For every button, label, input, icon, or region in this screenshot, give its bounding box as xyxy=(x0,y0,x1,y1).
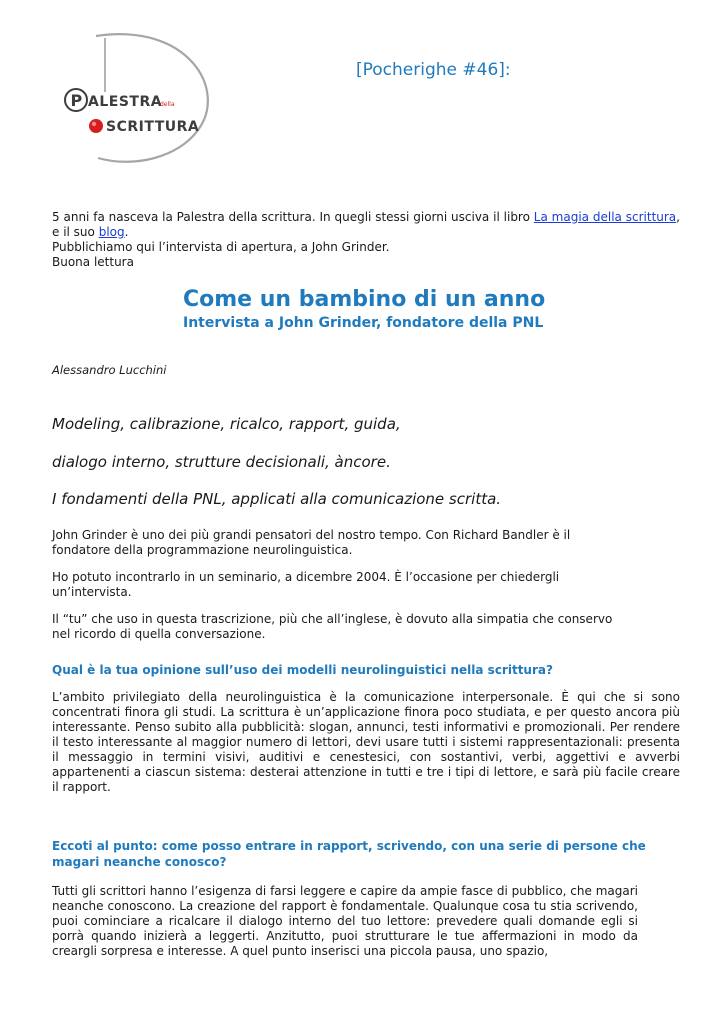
answer-2: Tutti gli scrittori hanno l’esigenza di farsi leggere e capire da ampie fasce di pubblico, che magari neanche conoscono. La creazione del rapport è fondamentale. Qualunque cosa tu stia scrivendo, puoi cominciare a ricalcare il dialogo interno del tuo lettore: prevedere quali domande egli si porrà quando inizierà a leggerti. Anzitutto, puoi strutturare le tue affermazioni in modo da creargli sorpresa e interesse. A quel punto inserisci una piccola pausa, uno spazio, xyxy=(52,884,638,958)
book-link[interactable]: La magia della scrittura xyxy=(533,210,677,224)
intro-text: . xyxy=(124,225,129,239)
logo-word-1: ALESTRA xyxy=(88,94,163,110)
author-name: Alessandro Lucchini xyxy=(52,363,167,377)
intro-line-2: Pubblichiamo qui l’intervista di apertura, a John Grinder. xyxy=(52,240,390,254)
answer-1: L’ambito privilegiato della neurolinguistica è la comunicazione interpersonale. È qui che si sono concentrati finora gli studi. La scrittura è un’applicazione finora poco studiata, e per questo ancora più interessante. Penso subito alla pubblicità: slogan, annunci, testi informativi e promozionali. Per rendere il testo interessante al maggior numero di lettori, devi usare tutti i sistemi rappresentazionali: presenta il messaggio in termini visivi, auditivi e cenestesici, con sostantivi, verbi, aggettivi e avverbi appartenenti a ciascun sistema: desterai attenzione in tutti e tre i tipi di lettore, e sarà più facile creare il rapport. xyxy=(52,690,680,794)
series-tag: [Pocherighe #46]: xyxy=(356,60,511,80)
article-subtitle: Intervista a John Grinder, fondatore della PNL xyxy=(183,315,544,331)
intro-line-1 xyxy=(52,210,680,240)
logo-word-2: SCRITTURA xyxy=(106,119,200,135)
intro-line-3: Buona lettura xyxy=(52,255,134,269)
logo-initial: P xyxy=(70,91,83,110)
tagline-3: I fondamenti della PNL, applicati alla comunicazione scritta. xyxy=(52,490,502,508)
intro-block xyxy=(52,210,680,270)
intro-text: , e il suo xyxy=(52,210,680,239)
paragraph-2: Ho potuto incontrarlo in un seminario, a dicembre 2004. È l’occasione per chiedergli un’intervista. xyxy=(52,570,560,599)
tagline-2: dialogo interno, strutture decisionali, àncore. xyxy=(52,453,391,471)
blog-link[interactable]: blog xyxy=(98,225,125,239)
tagline-1: Modeling, calibrazione, ricalco, rapport, guida, xyxy=(52,415,401,433)
paragraph-3: Il “tu” che uso in questa trascrizione, più che all’inglese, è dovuto alla simpatia che conservo nel ricordo di quella conversazione. xyxy=(52,612,613,641)
intro-text: 5 anni fa nasceva la Palestra della scrittura. In quegli stessi giorni usciva il libro xyxy=(52,210,534,224)
article-title: Come un bambino di un anno xyxy=(183,287,546,312)
logo-red-dot-highlight xyxy=(92,122,96,126)
logo-small-word: della xyxy=(160,101,175,108)
palestra-della-scrittura-logo xyxy=(38,30,228,166)
paragraph-1: John Grinder è uno dei più grandi pensatori del nostro tempo. Con Richard Bandler è il fondatore della programmazione neurolinguistica. xyxy=(52,528,571,557)
question-1: Qual è la tua opinione sull’uso dei modelli neurolinguistici nella scrittura? xyxy=(52,663,553,677)
question-2: Eccoti al punto: come posso entrare in rapport, scrivendo, con una serie di persone che magari neanche conosco? xyxy=(52,839,646,869)
logo-red-dot xyxy=(89,119,103,133)
article-heading xyxy=(183,286,545,332)
